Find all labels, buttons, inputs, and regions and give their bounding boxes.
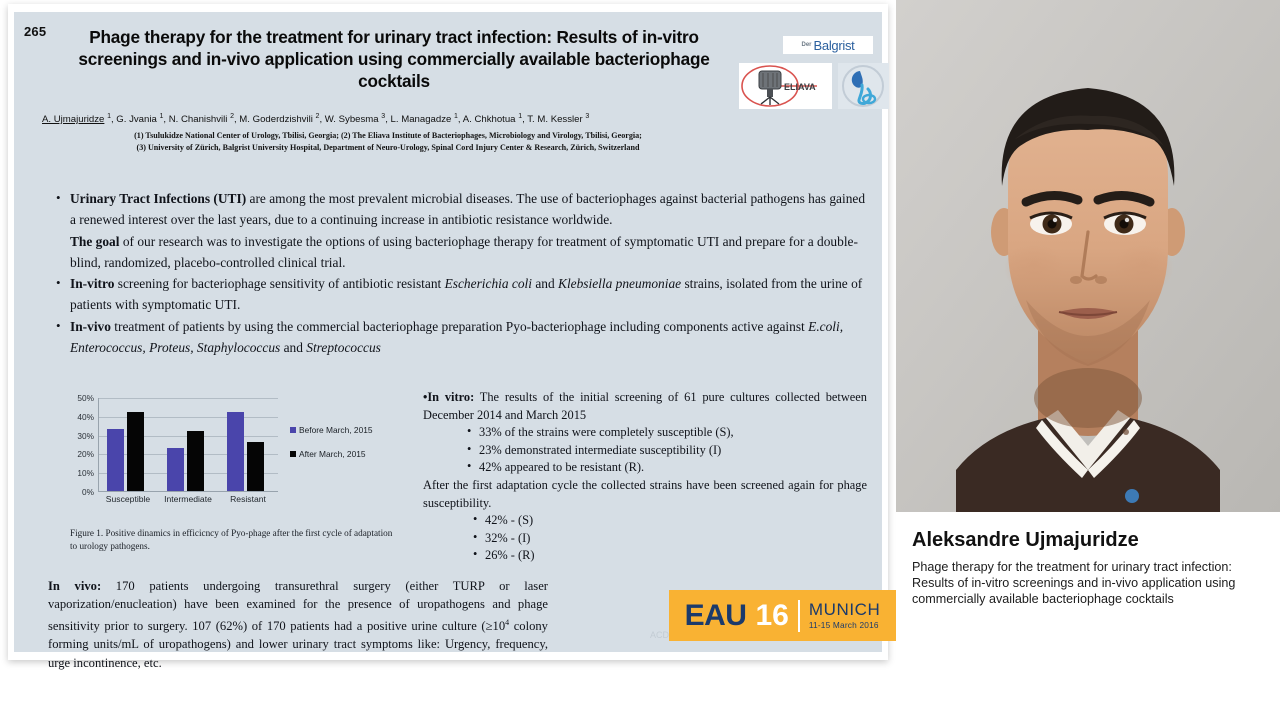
poster-page (8, 4, 888, 670)
chart-x-tick: Susceptible (105, 494, 151, 504)
chart-bar-group (219, 398, 279, 491)
in-vitro-after-list (423, 512, 867, 565)
speaker-name: Aleksandre Ujmajuridze (912, 529, 1139, 551)
chart-legend (290, 418, 402, 466)
figure-1-chart (56, 389, 406, 551)
speaker-panel (896, 0, 1280, 720)
chart-y-tick: 20% (77, 449, 94, 460)
chart-bar-group (159, 398, 219, 491)
chart-legend-item (290, 442, 402, 466)
balgrist-wordmark: Balgrist (813, 37, 855, 53)
chart-plot-area (98, 398, 278, 492)
in-vitro-initial-item: • 42% appeared to be resistant (R). (467, 459, 867, 477)
chart-y-axis-labels (56, 389, 96, 501)
balgrist-logo (783, 36, 873, 54)
body-bullets (54, 188, 866, 358)
eau-dates: 11-15 March 2016 (808, 620, 879, 631)
in-vitro-after-item: • 42% - (S) (473, 512, 867, 530)
svg-text:ELIAVA: ELIAVA (784, 82, 816, 92)
speaker-info (896, 512, 1280, 607)
speaker-talk-title: Phage therapy for the treatment for urinary tract infection: Results of in-vitro screenings and in-vivo application using commercially available bacteriophage cocktails (912, 560, 1236, 606)
in-vitro-after-item: • 26% - (R) (473, 547, 867, 565)
eau-divider (798, 600, 800, 632)
page-number: 265 (24, 24, 47, 39)
eau16-congress-logo (669, 590, 896, 641)
chart-bar (247, 442, 264, 491)
speaker-portrait-image (896, 0, 1280, 512)
chart-bar (227, 412, 244, 491)
in-vitro-column (423, 389, 867, 565)
in-vitro-lead: •In vitro: The results of the initial screening of 61 pure cultures collected between December 2014 and March 2015 (423, 390, 867, 422)
eliava-phage-icon (739, 63, 832, 109)
chart-legend-swatch (290, 451, 296, 457)
authors-line: A. Ujmajuridze $^1$, G. Jvania $^1$, N. Chanishvili $^2$, M. Goderdzishvili $^2$, W. Sybesma $^3$, L. Managadze $^1$, A. Chkhotua $^1$, T. M. Kessler $^3$ (42, 113, 590, 126)
chart-legend-label: Before March, 2015 (299, 425, 373, 435)
bullet-in-vitro: • In-vitro screening for bacteriophage sensitivity of antibiotic resistant Escherichia coli and Klebsiella pneumoniae strains, isolated from the urine of patients with symptomatic UTI. (54, 273, 866, 316)
chart-x-axis-labels (98, 494, 278, 508)
in-vivo-block: In vivo: 170 patients undergoing transurethral surgery (either TURP or laser vaporization/enucleation) have been examined for the presence of uropathogens and phage sensitivity prior to surgery. 107 (62%) of 170 patients had a positive urine culture ($\ge 10^4$ colony forming units/mL of uropathogens) and lower urinary tract symptoms like: Urgency, frequency, urge incontinence, etc. (48, 579, 548, 670)
chart-bar (127, 412, 144, 491)
speaker-photo (896, 0, 1280, 512)
page-title: Phage therapy for the treatment for urinary tract infection: Results of in-vitro screenings and in-vivo application using commercially available bacteriophage cocktails (78, 27, 710, 91)
chart-bar (187, 431, 204, 491)
poster-sheet (14, 12, 882, 670)
affiliations (58, 130, 718, 153)
chart-x-tick: Resistant (230, 494, 266, 504)
chart-legend-label: After March, 2015 (299, 449, 366, 459)
bullet-uti: • Urinary Tract Infections (UTI) are among the most prevalent microbial diseases. The use of bacteriophages against bacterial pathogens has gained a renewed interest over the last years, due to a continuing increase in antibiotic resistance worldwide. (54, 188, 866, 231)
chart-legend-swatch (290, 427, 296, 433)
eliava-phage-logo (739, 63, 832, 109)
eau-city: MUNICH (808, 600, 881, 620)
chart-bar (107, 429, 124, 491)
eau-year: 16 (755, 598, 789, 632)
chart-y-tick: 40% (77, 411, 94, 422)
chart-y-tick: 0% (82, 487, 94, 497)
in-vitro-after-lead: After the first adaptation cycle the collected strains have been screened again for phage susceptibility. (423, 477, 867, 510)
kidney-icon (838, 63, 889, 109)
in-vitro-initial-item: • 23% demonstrated intermediate susceptibility (I) (467, 442, 867, 460)
affiliation-1: (1) Tsulukidze National Center of Urology, Tbilisi, Georgia; (2) The Eliava Institute of Bacteriophages, Microbiology and Virology, Tbilisi, Georgia; (134, 131, 642, 140)
balgrist-der-label: Der (801, 42, 812, 48)
title-block (58, 26, 730, 92)
urology-kidney-logo (838, 63, 889, 109)
bullet-goal: The goal of our research was to investigate the options of using bacteriophage therapy for treatment of symptomatic UTI and prepare for a double-blind, randomized, placebo-controlled clinical trial. (70, 233, 858, 270)
chart-y-tick: 50% (77, 393, 94, 403)
chart-y-tick: 10% (77, 468, 94, 479)
figure-caption: Figure 1. Positive dinamics in efficicncy of Pyo-phage after the first cycle of adaptation to urology pathogens. (70, 528, 393, 551)
bullet-in-vivo: • In-vivo treatment of patients by using the commercial bacteriophage preparation Pyo-bacteriophage including components active against E.coli, Enterococcus, Proteus, Staphylococcus and Streptococcus (54, 316, 866, 359)
chart-x-tick: Intermediate (164, 494, 212, 504)
in-vitro-initial-list (423, 424, 867, 477)
chart-bar-group (99, 398, 159, 491)
watermark: ACD (650, 630, 670, 640)
chart-legend-item (290, 418, 402, 442)
chart-y-tick: 30% (77, 430, 94, 441)
affiliation-2: (3) University of Zürich, Balgrist University Hospital, Department of Neuro-Urology, Spinal Cord Injury Center & Research, Zürich, Switzerland (136, 142, 640, 152)
chart-bar (167, 448, 184, 491)
eau-wordmark: EAU (684, 598, 747, 632)
in-vitro-initial-item: • 33% of the strains were completely susceptible (S), (467, 424, 867, 442)
in-vitro-after-item: • 32% - (I) (473, 530, 867, 548)
